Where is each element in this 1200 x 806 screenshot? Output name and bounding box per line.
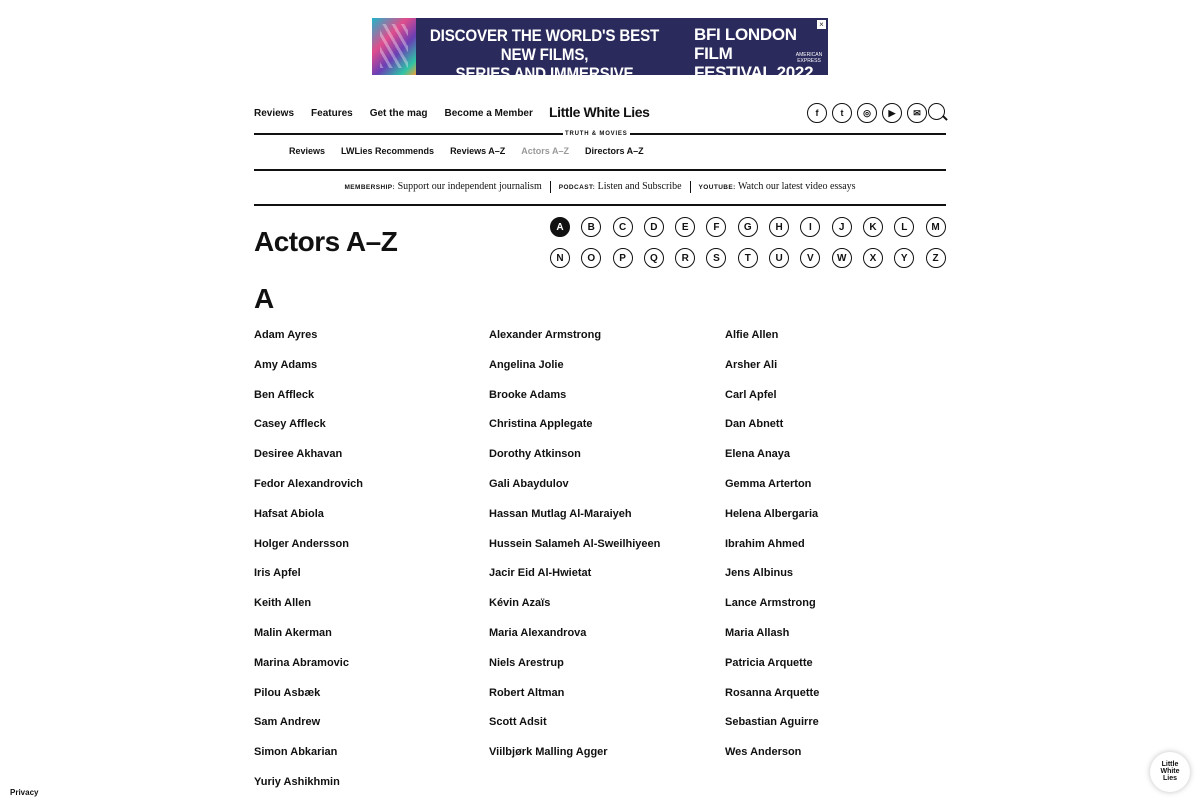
actor-link[interactable]: Dorothy Atkinson	[489, 448, 581, 461]
actor-link[interactable]: Brooke Adams	[489, 388, 567, 401]
actor-link[interactable]: Scott Adsit	[489, 716, 547, 729]
promo-text: Watch our latest video essays	[738, 181, 856, 192]
subnav-reviews[interactable]: Reviews	[289, 146, 326, 156]
actor-link[interactable]: Helena Albergaria	[725, 507, 819, 520]
promo-label: YOUTUBE:	[698, 184, 736, 191]
subnav-directors-a-z[interactable]: Directors A–Z	[584, 146, 644, 156]
actor-link[interactable]: Maria Alexandrova	[489, 626, 587, 639]
letter-i[interactable]: I	[800, 217, 820, 237]
actor-link[interactable]: Arsher Ali	[725, 358, 778, 371]
actor-column-2	[489, 329, 660, 776]
sub-nav	[289, 146, 644, 156]
actor-link[interactable]: Holger Andersson	[254, 537, 349, 550]
actor-link[interactable]: Viilbjørk Malling Agger	[489, 746, 608, 759]
facebook-icon[interactable]: f	[807, 103, 827, 123]
nav-features[interactable]: Features	[311, 108, 353, 119]
ad-brand-line-2: FESTIVAL 2022	[694, 63, 814, 82]
letter-y[interactable]: Y	[894, 248, 914, 268]
letter-m[interactable]: M	[926, 217, 946, 237]
actor-link[interactable]: Jacir Eid Al-Hwietat	[489, 567, 592, 580]
divider	[254, 204, 946, 206]
actor-link[interactable]: Sebastian Aguirre	[725, 716, 819, 729]
promo-label: PODCAST:	[558, 184, 596, 191]
promo-membership[interactable]	[336, 181, 549, 193]
actor-link[interactable]: Ibrahim Ahmed	[725, 537, 805, 550]
nav-reviews[interactable]: Reviews	[254, 108, 295, 119]
page-title: Actors A–Z	[254, 226, 398, 257]
ad-artwork	[372, 18, 416, 75]
lwlies-badge[interactable]	[1150, 752, 1190, 792]
email-icon[interactable]: ✉	[907, 103, 927, 123]
actor-link[interactable]: Rosanna Arquette	[725, 686, 820, 699]
ad-banner[interactable]	[372, 18, 828, 102]
promo-label: MEMBERSHIP:	[344, 184, 396, 191]
actor-link[interactable]: Patricia Arquette	[725, 656, 813, 669]
actor-link[interactable]: Simon Abkarian	[254, 746, 338, 759]
ad-close-icon[interactable]: ×	[817, 20, 826, 29]
actor-column-1	[254, 329, 363, 806]
letter-e[interactable]: E	[675, 217, 695, 237]
actor-link[interactable]: Pilou Asbæk	[254, 686, 321, 699]
ad-line-2: SERIES AND IMMERSIVE STORYTELLING	[455, 65, 634, 102]
letter-v[interactable]: V	[800, 248, 820, 268]
actor-link[interactable]: Wes Anderson	[725, 746, 802, 759]
badge-line: White	[1160, 768, 1180, 775]
actor-link[interactable]: Dan Abnett	[725, 418, 784, 431]
actor-link[interactable]: Robert Altman	[489, 686, 565, 699]
actor-link[interactable]: Adam Ayres	[254, 329, 318, 341]
actor-link[interactable]: Niels Arestrup	[489, 656, 564, 669]
social-links	[807, 103, 927, 123]
letter-l[interactable]: L	[894, 217, 914, 237]
actor-link[interactable]: Yuriy Ashikhmin	[254, 775, 340, 788]
letter-b[interactable]: B	[581, 217, 601, 237]
tagline: TRUTH & MOVIES	[565, 131, 628, 137]
letter-j[interactable]: J	[832, 217, 852, 237]
actor-link[interactable]: Gali Abaydulov	[489, 477, 569, 490]
letter-c[interactable]: C	[613, 217, 633, 237]
actor-link[interactable]: Gemma Arterton	[725, 477, 812, 490]
actor-link[interactable]: Desiree Akhavan	[254, 448, 343, 461]
letter-k[interactable]: K	[863, 217, 883, 237]
subnav-reviews-a-z[interactable]: Reviews A–Z	[450, 146, 506, 156]
letter-d[interactable]: D	[644, 217, 664, 237]
letter-index	[550, 217, 950, 268]
actor-link[interactable]: Keith Allen	[254, 597, 312, 610]
subnav-actors-a-z[interactable]: Actors A–Z	[521, 146, 569, 156]
letter-a[interactable]: A	[550, 217, 570, 237]
privacy-link[interactable]: Privacy	[10, 788, 39, 797]
search-icon[interactable]	[928, 103, 945, 120]
actor-link[interactable]: Casey Affleck	[254, 418, 326, 431]
actor-link[interactable]: Carl Apfel	[725, 388, 777, 401]
ad-headline	[424, 27, 665, 103]
instagram-icon[interactable]: ◎	[857, 103, 877, 123]
actor-link[interactable]: Kévin Azaïs	[489, 597, 551, 610]
actor-link[interactable]: Maria Allash	[725, 626, 790, 639]
actor-link[interactable]: Lance Armstrong	[725, 597, 816, 610]
actor-link[interactable]: Hassan Mutlag Al-Maraiyeh	[489, 507, 632, 520]
main-nav	[254, 108, 533, 119]
letter-u[interactable]: U	[769, 248, 789, 268]
badge-line: Little	[1161, 761, 1179, 768]
letter-g[interactable]: G	[738, 217, 758, 237]
badge-line: Lies	[1162, 775, 1177, 782]
nav-become-member[interactable]: Become a Member	[444, 108, 533, 119]
site-logo[interactable]: Little White Lies	[549, 104, 650, 120]
nav-get-the-mag[interactable]: Get the mag	[369, 108, 428, 119]
letter-f[interactable]: F	[706, 217, 726, 237]
youtube-icon[interactable]: ▶	[882, 103, 902, 123]
actor-link[interactable]: Fedor Alexandrovich	[254, 477, 364, 490]
promo-youtube[interactable]	[691, 181, 864, 193]
divider	[254, 169, 946, 171]
actor-column-3	[725, 329, 819, 776]
letter-s[interactable]: S	[706, 248, 726, 268]
promo-podcast[interactable]	[551, 181, 690, 193]
actor-link[interactable]: Elena Anaya	[725, 448, 791, 461]
promo-text: Support our independent journalism	[397, 181, 542, 192]
letter-z[interactable]: Z	[926, 248, 946, 268]
letter-o[interactable]: O	[581, 248, 601, 268]
ad-sponsor: AMERICAN EXPRESS	[795, 52, 823, 64]
section-heading: A	[254, 283, 275, 314]
ad-line-1: DISCOVER THE WORLD'S BEST NEW FILMS,	[429, 27, 660, 64]
letter-w[interactable]: W	[832, 248, 852, 268]
letter-q[interactable]: Q	[644, 248, 664, 268]
twitter-icon[interactable]: t	[832, 103, 852, 123]
letter-p[interactable]: P	[613, 248, 633, 268]
promo-bar	[254, 181, 946, 193]
ad-brand-line-1: BFI LONDON FILM	[694, 25, 797, 63]
actor-link[interactable]: Hafsat Abiola	[254, 507, 324, 520]
subnav-lwlies-recommends[interactable]: LWLies Recommends	[341, 146, 435, 156]
actor-link[interactable]: Alexander Armstrong	[489, 329, 602, 341]
actor-link[interactable]: Angelina Jolie	[489, 358, 564, 371]
actor-link[interactable]: Marina Abramovic	[254, 656, 349, 669]
letter-x[interactable]: X	[863, 248, 883, 268]
actor-link[interactable]: Christina Applegate	[489, 418, 593, 431]
actor-link[interactable]: Iris Apfel	[254, 567, 301, 580]
letter-r[interactable]: R	[675, 248, 695, 268]
letter-t[interactable]: T	[738, 248, 758, 268]
actor-link[interactable]: Hussein Salameh Al-Sweilhiyeen	[489, 537, 661, 550]
actor-link[interactable]: Sam Andrew	[254, 716, 321, 729]
actor-link[interactable]: Ben Affleck	[254, 388, 315, 401]
actor-link[interactable]: Malin Akerman	[254, 626, 332, 639]
letter-h[interactable]: H	[769, 217, 789, 237]
actor-link[interactable]: Amy Adams	[254, 358, 318, 371]
actor-link[interactable]: Alfie Allen	[725, 329, 779, 341]
letter-n[interactable]: N	[550, 248, 570, 268]
promo-text: Listen and Subscribe	[597, 181, 682, 192]
actor-link[interactable]: Jens Albinus	[725, 567, 794, 580]
